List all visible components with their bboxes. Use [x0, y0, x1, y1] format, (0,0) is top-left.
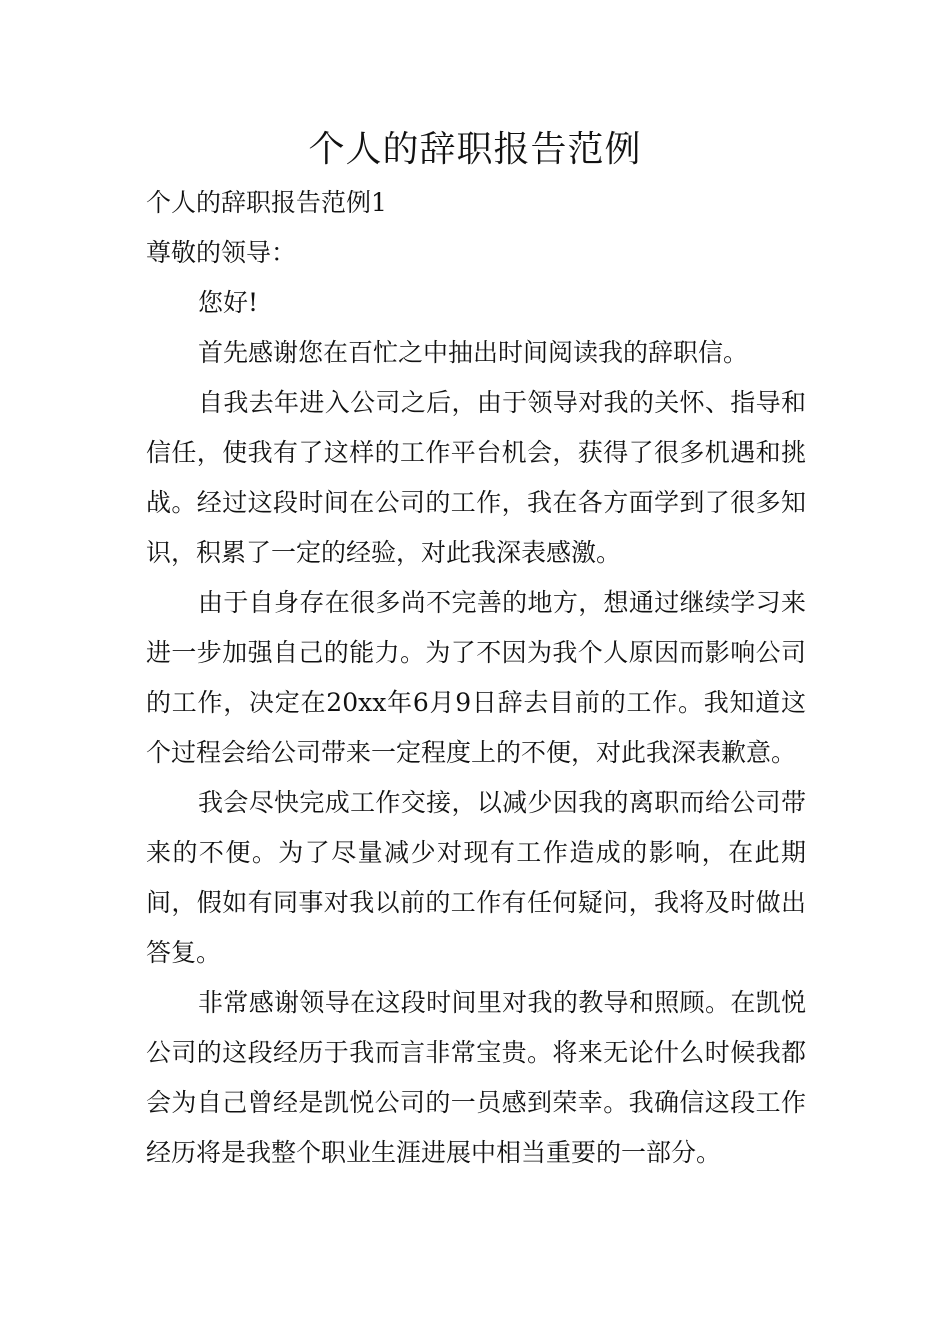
paragraph-handover: 我会尽快完成工作交接，以减少因我的离职而给公司带来的不便。为了尽量减少对现有工作造成的影响，在此期间，假如有同事对我以前的工作有任何疑问，我将及时做出答复。 [146, 788, 806, 967]
paragraph-reason: 由于自身存在很多尚不完善的地方，想通过继续学习来进一步加强自己的能力。为了不因为我个人原因而影响公司的工作，决定在20xx年6月9日辞去目前的工作。我知道这个过程会给公司带来一定程度上的不便，对此我深表歉意。 [146, 588, 806, 767]
salutation: 尊敬的领导： [146, 238, 297, 267]
greeting: 您好! [198, 288, 259, 317]
paragraph-experience: 自我去年进入公司之后，由于领导对我的关怀、指导和信任，使我有了这样的工作平台机会，获得了很多机遇和挑战。经过这段时间在公司的工作，我在各方面学到了很多知识，积累了一定的经验，对此我深表感激。 [146, 388, 806, 567]
paragraph-gratitude: 非常感谢领导在这段时间里对我的教导和照顾。在凯悦公司的这段经历于我而言非常宝贵。将来无论什么时候我都会为自己曾经是凯悦公司的一员感到荣幸。我确信这段工作经历将是我整个职业生涯进展中相当重要的一部分。 [146, 988, 806, 1167]
section-heading: 个人的辞职报告范例1 [146, 188, 387, 217]
paragraph-thanks: 首先感谢您在百忙之中抽出时间阅读我的辞职信。 [198, 338, 749, 367]
document-title: 个人的辞职报告范例 [308, 129, 642, 170]
document-body [146, 178, 806, 1178]
